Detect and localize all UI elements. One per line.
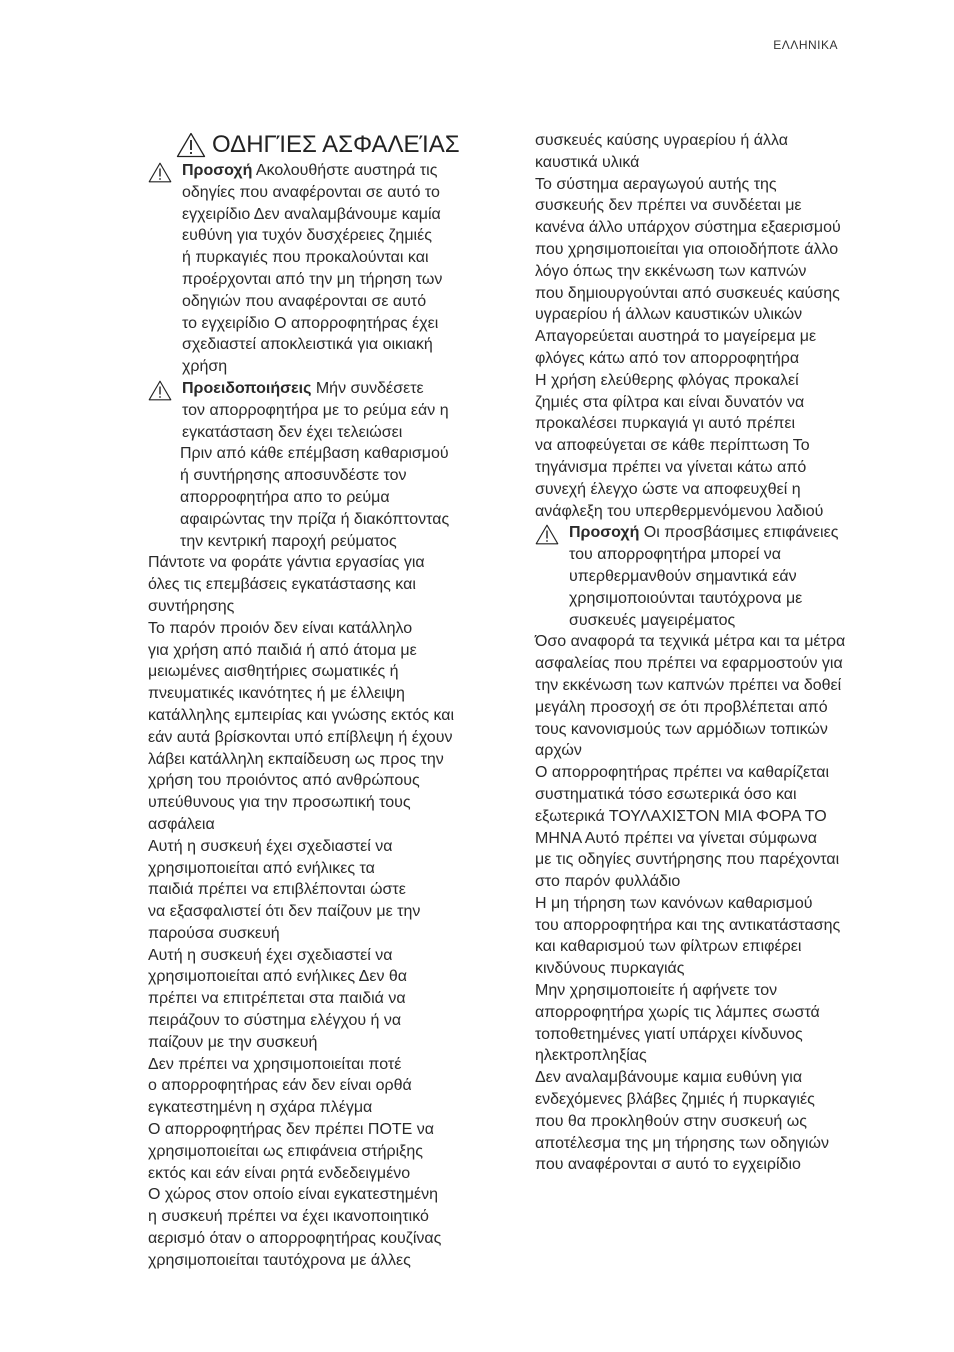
text-line: που δημιουργούνται από συσκευές καύσης [535,284,840,302]
text-line: Ο απορροφητήρας δεν πρέπει ΠΟΤΕ να [148,1121,435,1139]
text-line: που χρησιμοποιείται για οποιοδήποτε άλλο [535,240,839,258]
text-line: παίζουν με την συσκευή [148,1033,318,1051]
text-line: εάν αυτά βρίσκονται υπό επίβλεψη ή έχουν [148,728,453,746]
text-line: την εκκένωση των καπνών πρέπει να δοθεί [535,676,842,694]
text-line: προέρχονται από την μη τήρηση των [182,270,443,288]
text-line: τους κανονισμούς των αρμόδιων τοπικών [535,720,828,738]
text-line: με τις οδηγίες συντήρησης που παρέχονται [535,851,840,869]
text-line: ενδεχόμενες βλάβες ζημιές ή πυρκαγιές [535,1091,815,1109]
warning-triangle-icon [148,162,172,183]
text-line: Όσο αναφορά τα τεχνικά μέτρα και τα μέτρα [535,633,846,651]
text-line: που αναφέρονται σ αυτό το εγχειρίδιο [535,1156,801,1174]
text-line: κινδύνους πυρκαγιάς [535,960,685,978]
notice-lines [182,400,508,444]
text-line: Δεν αναλαμβάνουμε καμια ευθύνη για [535,1069,803,1087]
text-line: να εξασφαλιστεί ότι δεν παίζουν με την [148,903,421,921]
text-line: την κεντρική παροχή ρεύματος [180,532,397,550]
warning-caution-1 [148,160,508,378]
text-line: υπερθερμανθούν σημαντικά εάν [569,567,797,585]
text-line: συντήρησης [148,597,235,615]
notice-label: Προειδοποιήσεις [182,379,312,397]
section-title [176,130,508,160]
text-line: συνεχή έλεγχο ώστε να αποφευχθεί η [535,480,801,498]
text-line: πρέπει να επιτρέπεται στα παιδιά να [148,990,406,1008]
right-top-paragraphs [535,130,895,522]
text-line: Πάντοτε να φοράτε γάντια εργασίας για [148,554,425,572]
text-line: εγκατάσταση δεν έχει τελειώσει [182,423,403,441]
caution-lines [182,182,508,378]
warning-triangle-icon [148,380,172,401]
caution-text: Ακολουθήστε αυστηρά τις [252,162,438,179]
text-line: οδηγιών που αναφέρονται σε αυτό [182,292,427,310]
text-line: προκαλέσει πυρκαγιά γι αυτό πρέπει [535,415,796,433]
text-line: ή πυρκαγιές που προκαλούνται και [182,249,429,267]
text-line: συστηματικά τόσο εσωτερικά όσο και [535,785,797,803]
text-line: και καθαρισμού των φίλτρων επιφέρει [535,938,802,956]
text-line: Δεν πρέπει να χρησιμοποιείται ποτέ [148,1055,402,1073]
text-line: που θα προκληθούν στην συσκευή ως [535,1112,807,1130]
text-line: μεγάλη προσοχή σε ότι προβλέπεται από [535,698,828,716]
text-line: οδηγίες που αναφέρονται σε αυτό το [182,183,440,201]
text-line: φλόγες κάτω από τον απορροφητήρα [535,349,800,367]
left-paragraphs [148,552,508,1271]
text-line: τον απορροφητήρα με το ρεύμα εάν η [182,401,449,419]
text-line: του απορροφητήρα μπορεί να [569,546,781,564]
text-line: χρησιμοποιείται από ενήλικες Δεν θα [148,968,408,986]
caution-label: Προσοχή [182,162,253,179]
language-label: ΕΛΛΗΝΙΚΑ [773,38,838,52]
text-line: Το σύστημα αεραγωγού αυτής της [535,175,777,193]
text-line: για χρήση από παιδιά ή από άτομα με [148,641,417,659]
text-line: χρησιμοποιείται από ενήλικες τα [148,859,375,877]
text-line: χρήση του προιόντος από ανθρώπους [148,772,420,790]
text-line: Μην χρησιμοποιείτε ή αφήνετε τον [535,982,778,1000]
text-line: ασφαλείας που πρέπει να εφαρμοστούν για [535,655,843,673]
text-line: συσκευής δεν πρέπει να συνδέεται με [535,197,802,215]
text-line: λάβει κατάλληλη εκπαίδευση ως προς την [148,750,444,768]
text-line: ή συντήρησης αποσυνδέστε τον [180,467,407,485]
text-line: απορροφητήρα απο το ρεύμα [180,488,390,506]
text-line: η συσκευή πρέπει να έχει ικανοποιητικό [148,1208,429,1226]
text-line: χρήση [182,358,228,376]
text-line: να αποφεύγεται σε κάθε περίπτωση Το [535,437,810,455]
warning-caution-2 [535,522,895,631]
text-line: Η χρήση ελεύθερης φλόγας προκαλεί [535,371,799,389]
text-line: ευθύνη για τυχόν δυσχέρειες ζημιές [182,227,432,245]
text-line: λόγο όπως την εκκένωση των καπνών [535,262,807,280]
text-line: τοποθετημένες γιατί υπάρχει κίνδυνος [535,1025,803,1043]
text-line: Απαγορεύεται αυστηρά το μαγείρεμα με [535,328,817,346]
text-line: Αυτή η συσκευή έχει σχεδιαστεί να [148,837,393,855]
warning-triangle-icon [535,524,559,545]
text-line: μειωμένες αισθητήριες σωματικές ή [148,663,399,681]
text-line: στο παρόν φυλλάδιο [535,873,681,891]
text-line: αφαιρώντας την πρίζα ή διακόπτοντας [180,510,450,528]
text-line: κατάλληλης εμπειρίας και γνώσης εκτός και [148,706,455,724]
text-line: αρχών [535,742,582,760]
right-column [535,130,895,1176]
text-line: ζημιές στα φίλτρα και είναι δυνατόν να [535,393,805,411]
text-line: Η μη τήρηση των κανόνων καθαρισμού [535,894,813,912]
caution2-lines [569,544,895,631]
text-line: χρησιμοποιούνται ταυτόχρονα με [569,589,803,607]
text-line: ανάφλεξη του υπερθερμενόμενου λαδιού [535,502,824,520]
text-line: υπεύθυνους για την προσωπική τους [148,794,411,812]
text-line: τηγάνισμα πρέπει να γίνεται κάτω από [535,458,807,476]
text-line: Πριν από κάθε επέμβαση καθαρισμού [180,445,449,463]
text-line: υγραερίου ή άλλων καυστικών υλικών [535,306,803,324]
text-line: παρούσα συσκευή [148,924,280,942]
caution2-text: Οι προσβάσιμες επιφάνειες [639,524,839,542]
text-line: πειράζουν το σύστημα ελέγχου ή να [148,1012,402,1030]
text-line: όλες τις επεμβάσεις εγκατάστασης και [148,576,416,594]
text-line: εξωτερικά ΤΟΥΛΑΧΙΣΤΟΝ ΜΙΑ ΦΟΡΑ ΤΟ [535,807,827,825]
text-line: Ο απορροφητήρας πρέπει να καθαρίζεται [535,764,830,782]
warning-triangle-icon [176,132,206,158]
text-line: Ο χώρος στον οποίο είναι εγκατεστημένη [148,1186,439,1204]
text-line: Αυτή η συσκευή έχει σχεδιαστεί να [148,946,393,964]
notice-sub-lines [148,443,508,552]
section-title-text: ΟΔΗΓΊΕΣ ΑΣΦΑΛΕΊΑΣ [212,131,460,158]
text-line: χρησιμοποιείται ως επιφάνεια στήριξης [148,1142,423,1160]
left-column [148,130,508,1272]
text-line: εκτός και εάν είναι ρητά ενδεδειγμένο [148,1164,411,1182]
text-line: χρησιμοποιείται ταυτόχρονα με άλλες [148,1251,411,1269]
text-line: ασφάλεια [148,815,215,833]
right-bottom-paragraphs [535,631,895,1176]
text-line: εγχειρίδιο Δεν αναλαμβάνουμε καμία [182,205,441,223]
text-line: απορροφητήρα χωρίς τις λάμπες σωστά [535,1003,820,1021]
text-line: αερισμό όταν ο απορροφητήρας κουζίνας [148,1230,442,1248]
warning-notice [148,378,508,443]
notice-text: Μήν συνδέσετε [311,379,424,397]
text-line: ο απορροφητήρας εάν δεν είναι ορθά [148,1077,412,1095]
text-line: πνευματικές ικανότητες ή με έλλειψη [148,685,405,703]
text-line: σχεδιαστεί αποκλειστικά για οικιακή [182,336,433,354]
text-line: εγκατεστημένη η σχάρα πλέγμα [148,1099,373,1117]
text-line: ΜΗΝΑ Αυτό πρέπει να γίνεται σύμφωνα [535,829,818,847]
text-line: κανένα άλλο υπάρχον σύστημα εξαερισμού [535,219,841,237]
text-line: καυστικά υλικά [535,153,640,171]
text-line: συσκευές μαγειρέματος [569,611,736,629]
caution2-label: Προσοχή [569,524,640,542]
text-line: συσκευές καύσης υγραερίου ή άλλα [535,132,788,149]
text-line: αποτέλεσμα της μη τήρησης των οδηγιών [535,1134,829,1152]
text-line: παιδιά πρέπει να επιβλέπονται ώστε [148,881,406,899]
text-line: το εγχειρίδιο Ο απορροφητήρας έχει [182,314,439,332]
text-line: ηλεκτροπληξίας [535,1047,647,1065]
text-line: του απορροφητήρα και της αντικατάστασης [535,916,841,934]
text-line: Το παρόν προιόν δεν είναι κατάλληλο [148,619,413,637]
